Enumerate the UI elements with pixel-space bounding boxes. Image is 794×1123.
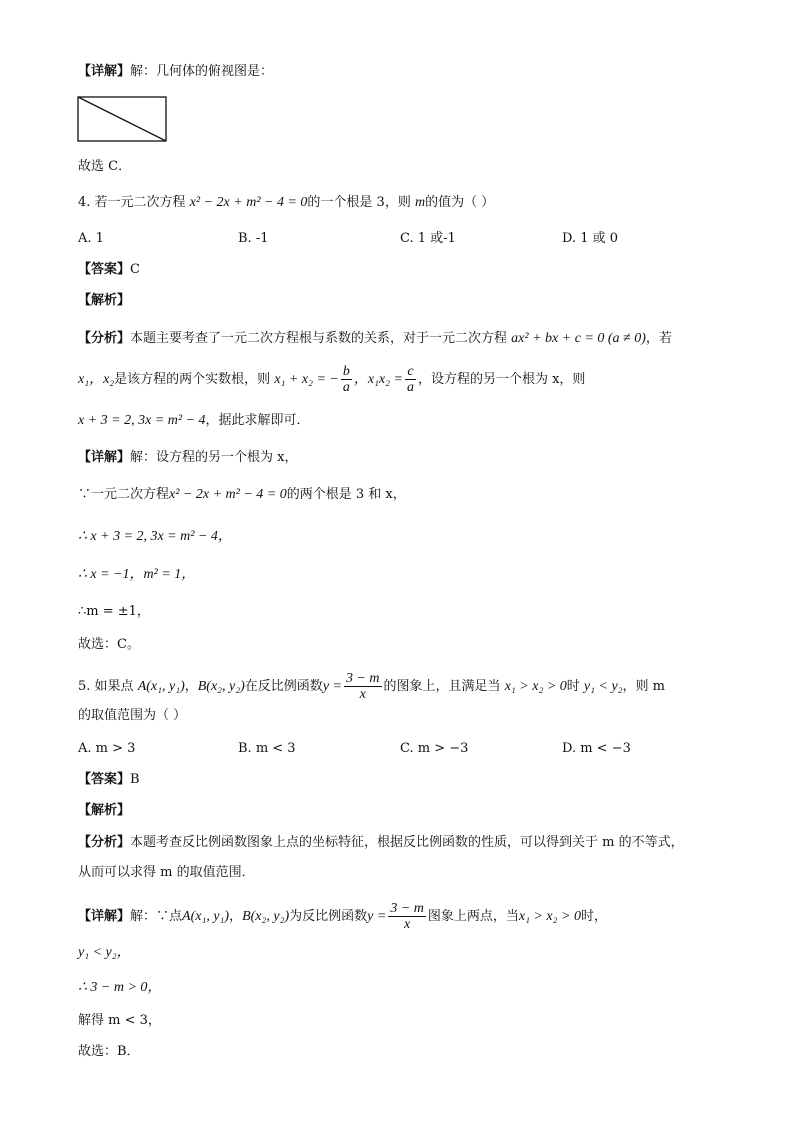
detail-tag: 【详解】 bbox=[78, 909, 131, 924]
q4-analysis-line-1 bbox=[78, 330, 672, 348]
q4-analysis-line-2 bbox=[78, 364, 585, 395]
vieta-end: ，设方程的另一个根为 x，则 bbox=[417, 372, 586, 387]
vieta-product: ，x₁x₂ = bbox=[353, 372, 403, 387]
q5-step-2: ∴ 3 − m > 0， bbox=[78, 980, 162, 995]
roots-vars: x₁，x₂ bbox=[78, 372, 115, 387]
q5-analysis-tag: 【解析】 bbox=[78, 803, 131, 818]
analysis-tag: 【分析】 bbox=[78, 331, 131, 346]
detail-text: 解：几何体的俯视图是： bbox=[130, 64, 274, 79]
answer-tag: 【答案】 bbox=[78, 772, 131, 787]
q5-step-4: 故选：B． bbox=[78, 1044, 140, 1059]
question-5-line-2: 的取值范围为（ ） bbox=[78, 708, 187, 723]
q5-option-b: B. m < 3 bbox=[238, 741, 296, 756]
q4-suffix: 的一个根是 3，则 bbox=[307, 195, 411, 210]
q4-analysis-tag: 【解析】 bbox=[78, 293, 131, 308]
q5-step-3: 解得 m < 3， bbox=[78, 1013, 161, 1028]
q4-option-a: A. 1 bbox=[78, 231, 104, 246]
q4-equation: x² − 2x + m² − 4 = 0 bbox=[189, 195, 308, 210]
point-a: A(x₁, y₁) bbox=[137, 679, 185, 694]
q5-step-1: y₁ < y₂， bbox=[78, 945, 131, 960]
q4-step-3: ∴ x = −1，m² = 1， bbox=[78, 567, 196, 582]
q5-option-a: A. m > 3 bbox=[78, 741, 136, 756]
top-view-figure bbox=[77, 96, 168, 143]
detail-text: 解：设方程的另一个根为 x， bbox=[130, 450, 298, 465]
analysis-text: 本题主要考查了一元二次方程根与系数的关系，对于一元二次方程 bbox=[130, 331, 508, 346]
q4-step-4: ∴m = ±1， bbox=[78, 604, 150, 619]
q5-detail: 【详解】解：∵点A(x₁, y₁)，B(x₂, y₂)为反比例函数y = $\frac{3 - m}{x}$ 图象上两点，当x₁ > x₂ > 0时， bbox=[78, 901, 607, 932]
analysis-equation: ax² + bx + c = 0 (a ≠ 0) bbox=[511, 331, 646, 346]
q5-answer bbox=[78, 771, 140, 789]
analysis-eq-3: x + 3 = 2, 3x = m² − 4 bbox=[78, 413, 206, 428]
detail-tag: 【详解】 bbox=[78, 450, 131, 465]
frac-b-a: $\frac{b}{a}$ bbox=[342, 364, 350, 395]
q4-step-1: ∵一元二次方程x² − 2x + m² − 4 = 0的两个根是 3 和 x， bbox=[78, 487, 406, 502]
analysis-text: 本题考查反比例函数图象上点的坐标特征，根据反比例函数的性质，可以得到关于 m 的不等式， bbox=[130, 835, 684, 850]
frac-3-m-x-2: $\frac{3 - m}{x}$ bbox=[390, 901, 424, 932]
q4-prefix: 4. 若一元二次方程 bbox=[78, 195, 186, 210]
analysis-end: ，若 bbox=[645, 331, 672, 346]
point-b: B(x₂, y₂) bbox=[197, 679, 245, 694]
analysis-end-3: ，据此求解即可． bbox=[205, 413, 310, 428]
detail-line-1 bbox=[78, 63, 273, 81]
vieta-sum: x₁ + x₂ = − bbox=[274, 372, 339, 387]
frac-3-m-x: $\frac{3 - m}{x}$ bbox=[345, 671, 380, 702]
q5-option-d: D. m < −3 bbox=[562, 741, 631, 756]
q4-option-b: B. -1 bbox=[238, 231, 269, 246]
q5-option-c: C. m > −3 bbox=[400, 741, 469, 756]
detail-tag: 【详解】 bbox=[78, 64, 131, 79]
answer-value: B bbox=[130, 772, 140, 787]
frac-c-a: $\frac{c}{a}$ bbox=[406, 364, 414, 395]
q4-analysis-line-3 bbox=[78, 412, 310, 430]
q4-option-c: C. 1 或-1 bbox=[400, 231, 456, 246]
q4-answer bbox=[78, 261, 140, 279]
q5-analysis-line-2: 从而可以求得 m 的取值范围． bbox=[78, 865, 255, 880]
question-4 bbox=[78, 194, 494, 212]
q4-option-d: D. 1 或 0 bbox=[562, 231, 619, 246]
answer-value: C bbox=[130, 262, 140, 277]
question-5: 5. 如果点 A(x₁, y₁)，B(x₂, y₂)在反比例函数y = $\frac{3 - m}{x}$ 的图象上，且满足当 x₁ > x₂ > 0时 y₁ < y₂，则 m bbox=[78, 671, 665, 702]
q4-end: 的值为（ ） bbox=[425, 195, 495, 210]
q5-analysis-line-1 bbox=[78, 834, 684, 852]
q4-var: m bbox=[414, 195, 426, 210]
q4-step-5: 故选：C。 bbox=[78, 637, 140, 652]
q4-detail bbox=[78, 449, 297, 467]
roots-text: 是该方程的两个实数根，则 bbox=[114, 372, 271, 387]
analysis-tag: 【分析】 bbox=[78, 835, 131, 850]
answer-line: 故选 C． bbox=[78, 159, 132, 174]
q4-step-2: ∴ x + 3 = 2, 3x = m² − 4， bbox=[78, 529, 232, 544]
answer-tag: 【答案】 bbox=[78, 262, 131, 277]
